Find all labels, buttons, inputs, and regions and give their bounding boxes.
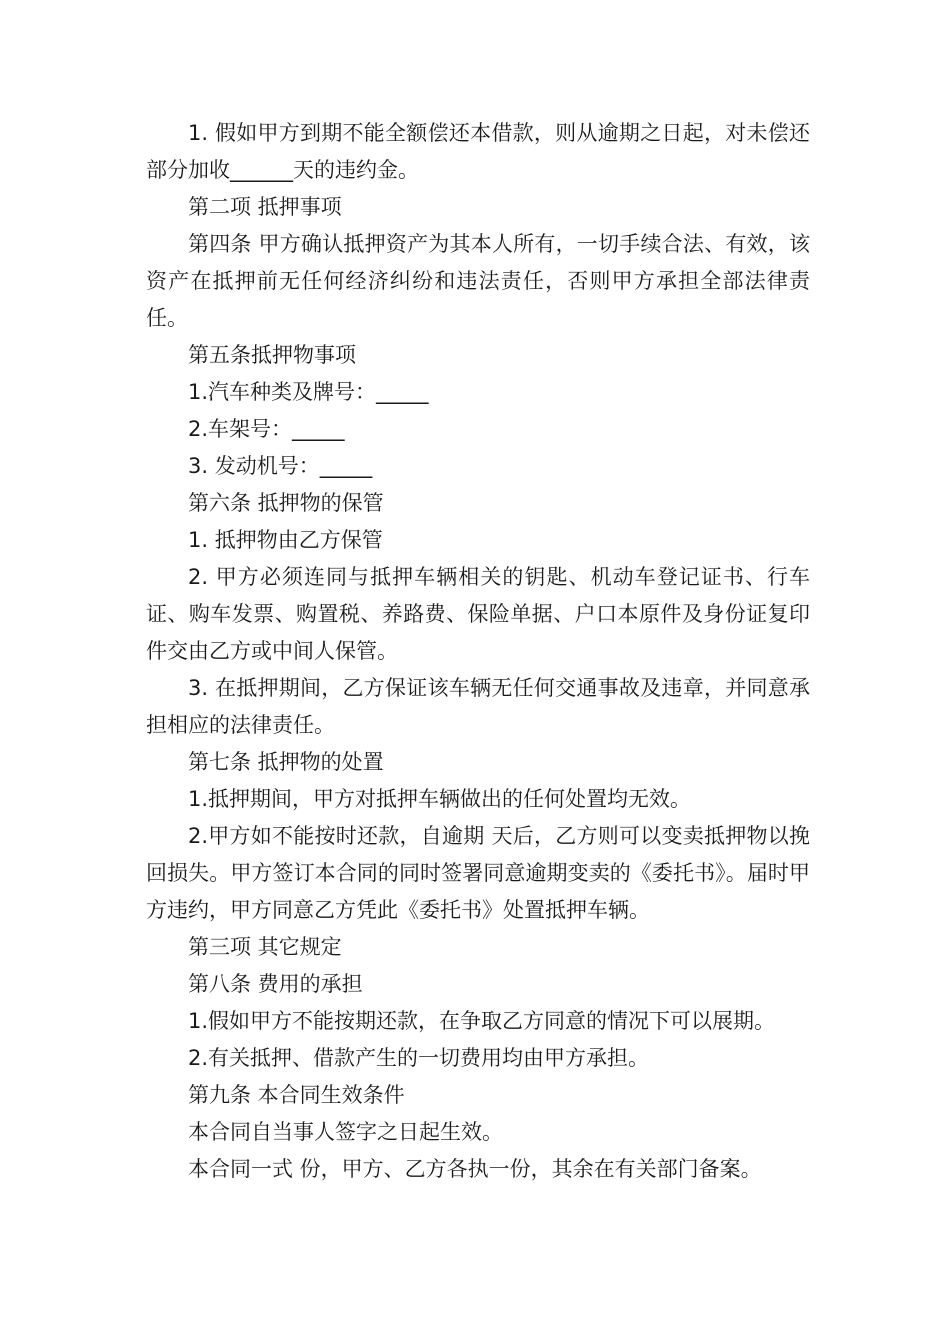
custody-item-2: 2. 甲方必须连同与抵押车辆相关的钥匙、机动车登记证书、行车证、购车发票、购置税、养路费、保险单据、户口本原件及身份证复印件交由乙方或中间人保管。: [146, 565, 810, 663]
disposal-item-1: 1.抵押期间，甲方对抵押车辆做出的任何处置均无效。: [188, 787, 692, 811]
article-6-heading: 第六条 抵押物的保管: [188, 491, 384, 515]
cost-item-1: 1.假如甲方不能按期还款，在争取乙方同意的情况下可以展期。: [188, 1009, 776, 1033]
custody-item-3: 3. 在抵押期间，乙方保证该车辆无任何交通事故及违章，并同意承担相应的法律责任。: [146, 676, 810, 737]
section-heading-other: 第三项 其它规定: [188, 935, 342, 959]
vin-field: 2.车架号：_____: [188, 417, 345, 441]
disposal-item-2: 2.甲方如不能按时还款，自逾期 天后，乙方则可以变卖抵押物以挽回损失。甲方签订本合同的同时签署同意逾期变卖的《委托书》。届时甲方违约，甲方同意乙方凭此《委托书》处置抵押车辆。: [146, 824, 810, 922]
clause-late-penalty: 1. 假如甲方到期不能全额偿还本借款，则从逾期之日起，对未偿还部分加收______天的违约金。: [146, 121, 810, 182]
custody-item-1: 1. 抵押物由乙方保管: [188, 528, 383, 552]
article-4: 第四条 甲方确认抵押资产为其本人所有，一切手续合法、有效，该资产在抵押前无任何经济纠纷和违法责任，否则甲方承担全部法律责任。: [146, 232, 810, 330]
article-8-heading: 第八条 费用的承担: [188, 972, 363, 996]
engine-number-field: 3. 发动机号：_____: [188, 454, 373, 478]
vehicle-type-field: 1.汽车种类及牌号：_____: [188, 380, 429, 404]
article-5-heading: 第五条抵押物事项: [188, 343, 356, 367]
article-9-heading: 第九条 本合同生效条件: [188, 1083, 405, 1107]
cost-item-2: 2.有关抵押、借款产生的一切费用均由甲方承担。: [188, 1046, 650, 1070]
document-body: [146, 115, 810, 1188]
effective-clause: 本合同自当事人签字之日起生效。: [188, 1120, 503, 1144]
article-7-heading: 第七条 抵押物的处置: [188, 750, 384, 774]
section-heading-mortgage: 第二项 抵押事项: [188, 195, 342, 219]
copies-clause: 本合同一式 份，甲方、乙方各执一份，其余在有关部门备案。: [188, 1157, 762, 1181]
